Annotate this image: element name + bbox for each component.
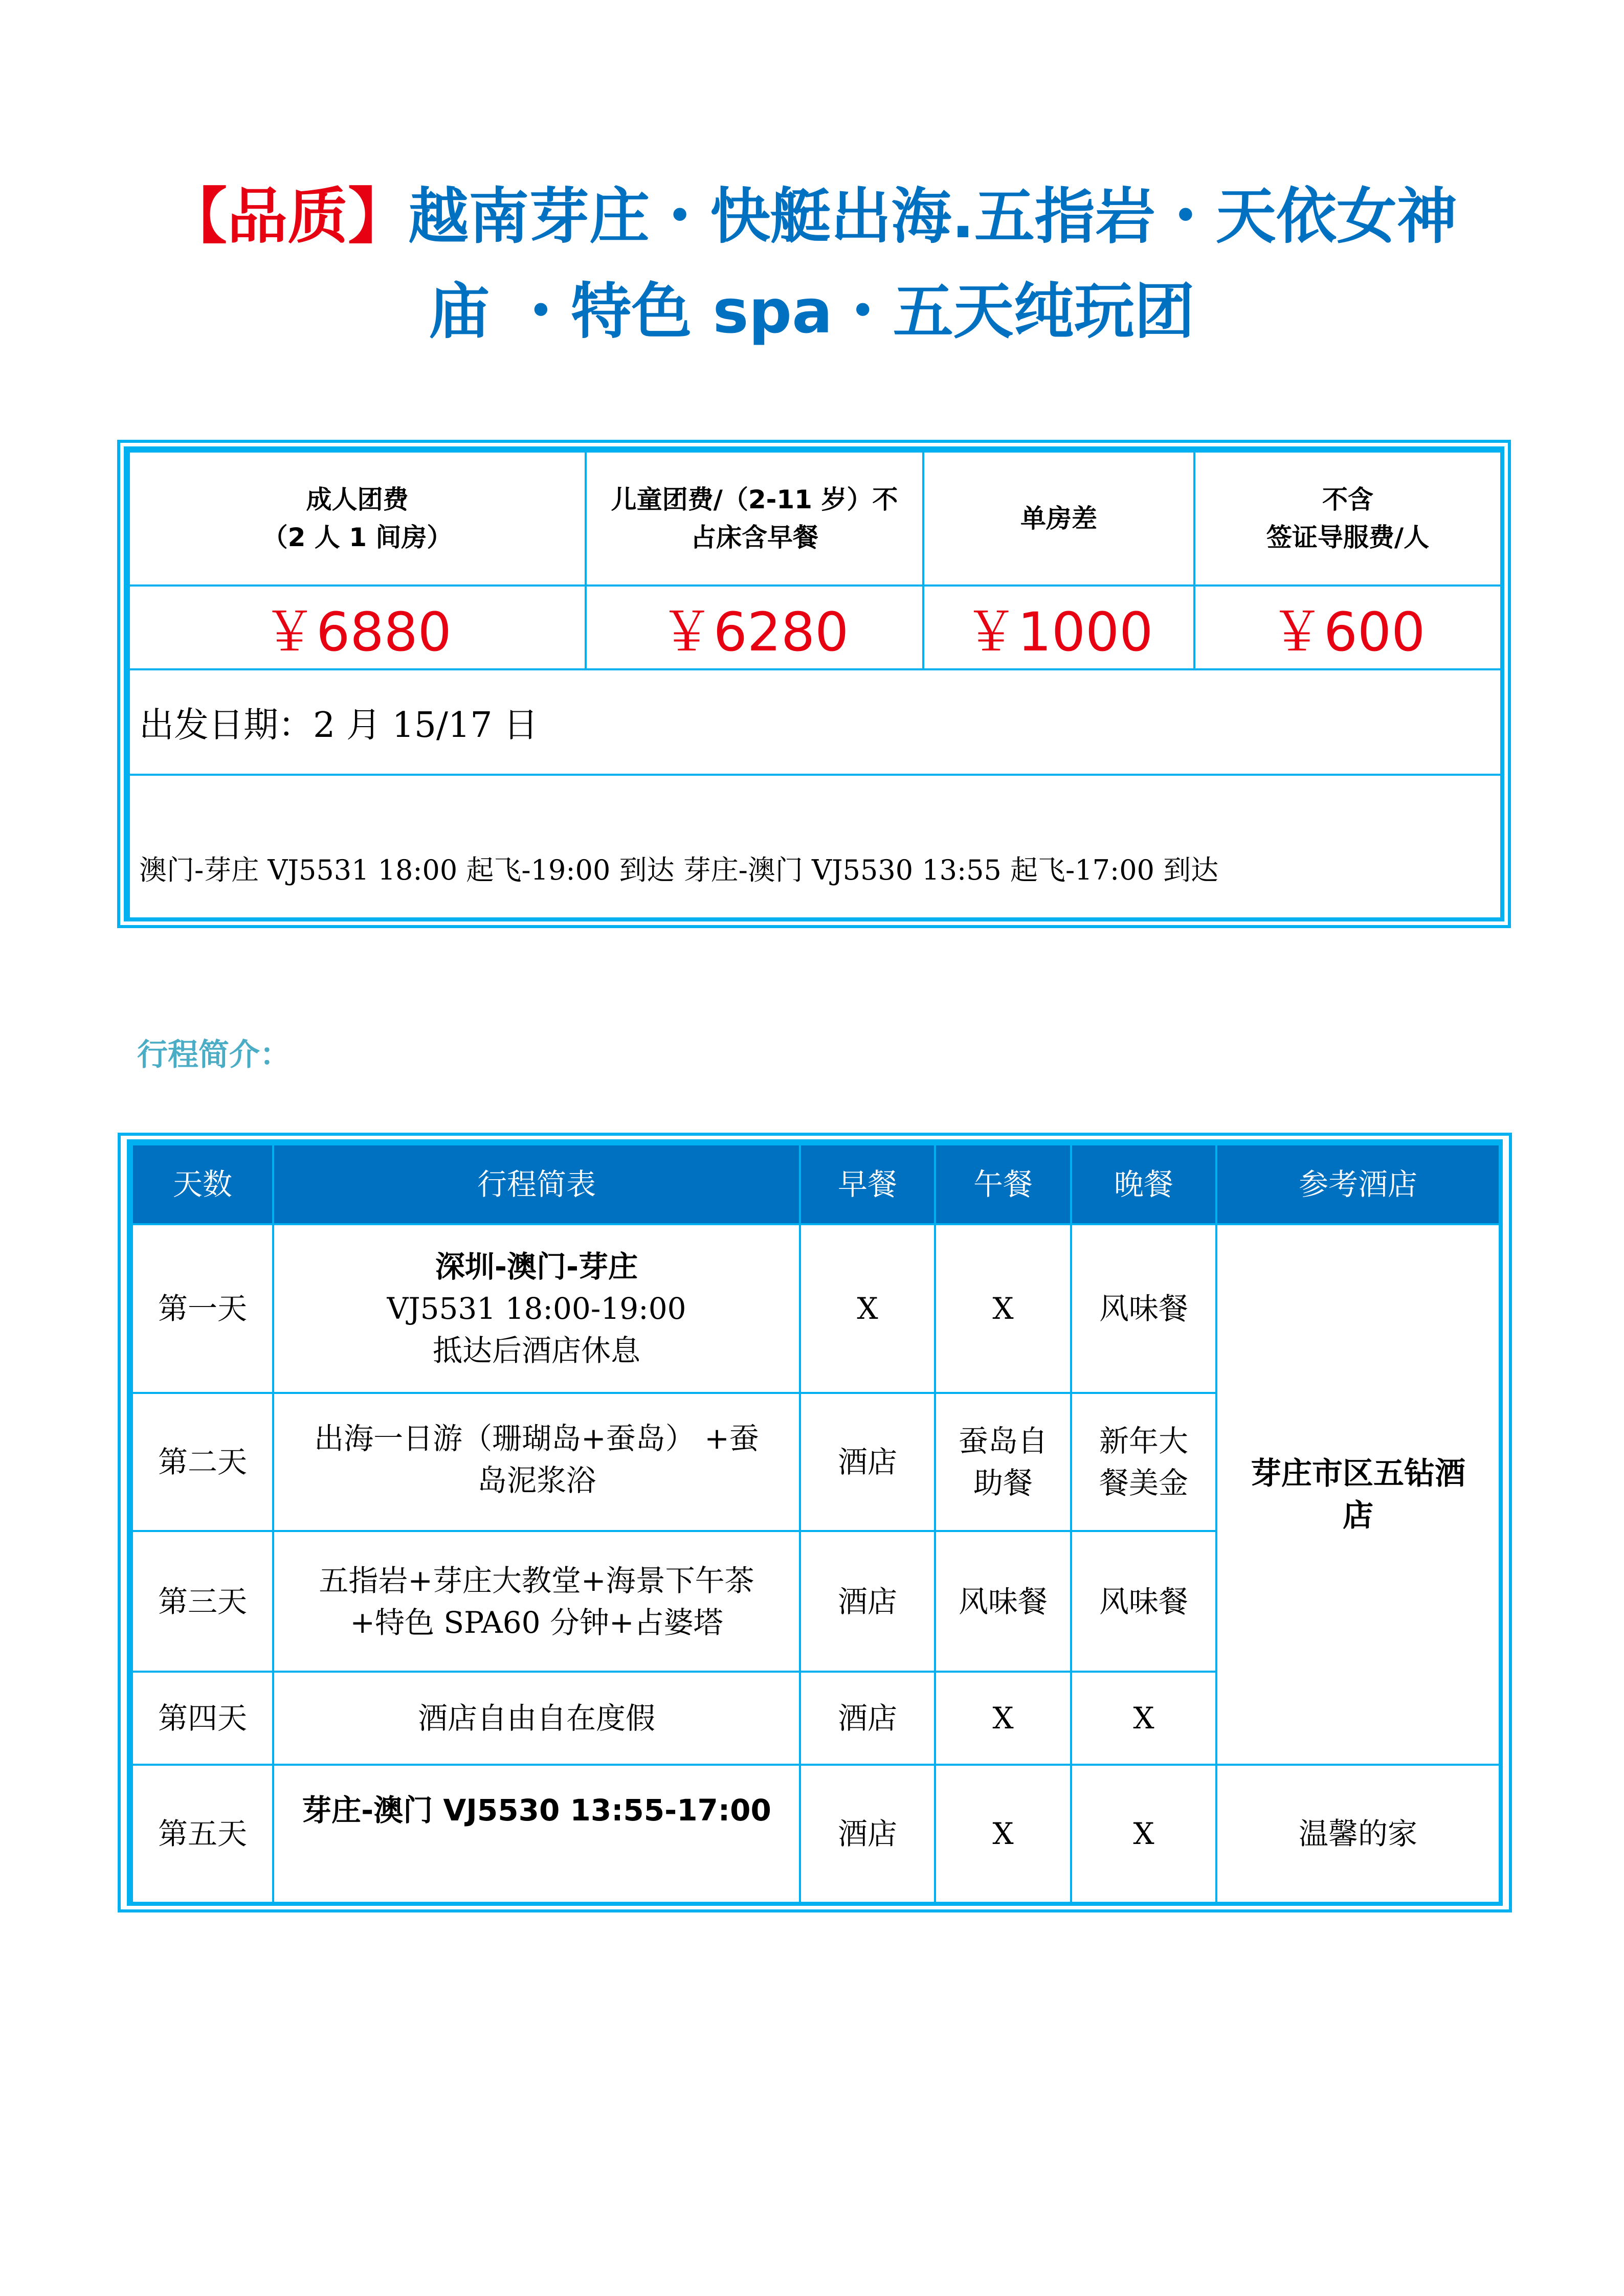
header-hotel: 参考酒店	[1216, 1144, 1500, 1224]
price-child: ￥6280	[586, 586, 923, 669]
price-header-exclusion: 不含 签证导服费/人	[1194, 452, 1501, 586]
price-header-child: 儿童团费/（2-11 岁）不 占床含早餐	[586, 452, 923, 586]
day-cell: 第四天	[132, 1672, 273, 1765]
day-cell: 第三天	[132, 1531, 273, 1672]
table-row	[132, 1765, 1500, 1903]
table-row	[132, 1224, 1500, 1393]
hotel-cell: 芽庄市区五钻酒 店	[1216, 1224, 1500, 1765]
title-prefix: 【品质】	[167, 181, 409, 252]
breakfast-cell: 酒店	[800, 1672, 935, 1765]
lunch-cell: X	[935, 1224, 1071, 1393]
route-cell: 五指岩+芽庄大教堂+海景下午茶 +特色 SPA60 分钟+占婆塔	[273, 1531, 800, 1672]
breakfast-cell: 酒店	[800, 1393, 935, 1531]
lunch-cell: 蚕岛自 助餐	[935, 1393, 1071, 1531]
price-header-adult: 成人团费 （2 人 1 间房）	[129, 452, 586, 586]
title-line-1: 越南芽庄・快艇出海.五指岩・天依女神	[408, 181, 1457, 252]
itinerary-table	[127, 1139, 1503, 1906]
lunch-cell: X	[935, 1765, 1071, 1903]
dinner-cell: 新年大 餐美金	[1071, 1393, 1216, 1531]
price-table	[124, 446, 1504, 921]
route-cell: 深圳-澳门-芽庄 VJ5531 18:00-19:00 抵达后酒店休息	[273, 1224, 800, 1393]
dinner-cell: 风味餐	[1071, 1224, 1216, 1393]
breakfast-cell: 酒店	[800, 1765, 935, 1903]
header-route: 行程简表	[273, 1144, 800, 1224]
dinner-cell: 风味餐	[1071, 1531, 1216, 1672]
price-header-single-room: 单房差	[923, 452, 1194, 586]
day-cell: 第五天	[132, 1765, 273, 1903]
price-adult: ￥6880	[129, 586, 586, 669]
hotel-cell: 温馨的家	[1216, 1765, 1500, 1903]
route-cell: 出海一日游（珊瑚岛+蚕岛） +蚕 岛泥浆浴	[273, 1393, 800, 1531]
page-title	[113, 169, 1511, 359]
flight-info: 澳门-芽庄 VJ5531 18:00 起飞-19:00 到达 芽庄-澳门 VJ5530 13:55 起飞-17:00 到达	[129, 775, 1501, 918]
dinner-cell: X	[1071, 1765, 1216, 1903]
day-cell: 第一天	[132, 1224, 273, 1393]
route-cell: 酒店自由自在度假	[273, 1672, 800, 1765]
title-line-2: 庙 ・特色 spa・五天纯玩团	[429, 276, 1195, 347]
lunch-cell: 风味餐	[935, 1531, 1071, 1672]
header-day: 天数	[132, 1144, 273, 1224]
header-dinner: 晚餐	[1071, 1144, 1216, 1224]
breakfast-cell: 酒店	[800, 1531, 935, 1672]
itinerary-heading: 行程简介：	[137, 1037, 291, 1073]
day-cell: 第二天	[132, 1393, 273, 1531]
breakfast-cell: X	[800, 1224, 935, 1393]
price-single-room: ￥1000	[923, 586, 1194, 669]
header-breakfast: 早餐	[800, 1144, 935, 1224]
dinner-cell: X	[1071, 1672, 1216, 1765]
header-lunch: 午餐	[935, 1144, 1071, 1224]
price-exclusion: ￥600	[1194, 586, 1501, 669]
lunch-cell: X	[935, 1672, 1071, 1765]
route-cell: 芽庄-澳门 VJ5530 13:55-17:00	[273, 1765, 800, 1903]
departure-dates: 出发日期：2 月 15/17 日	[129, 669, 1501, 775]
